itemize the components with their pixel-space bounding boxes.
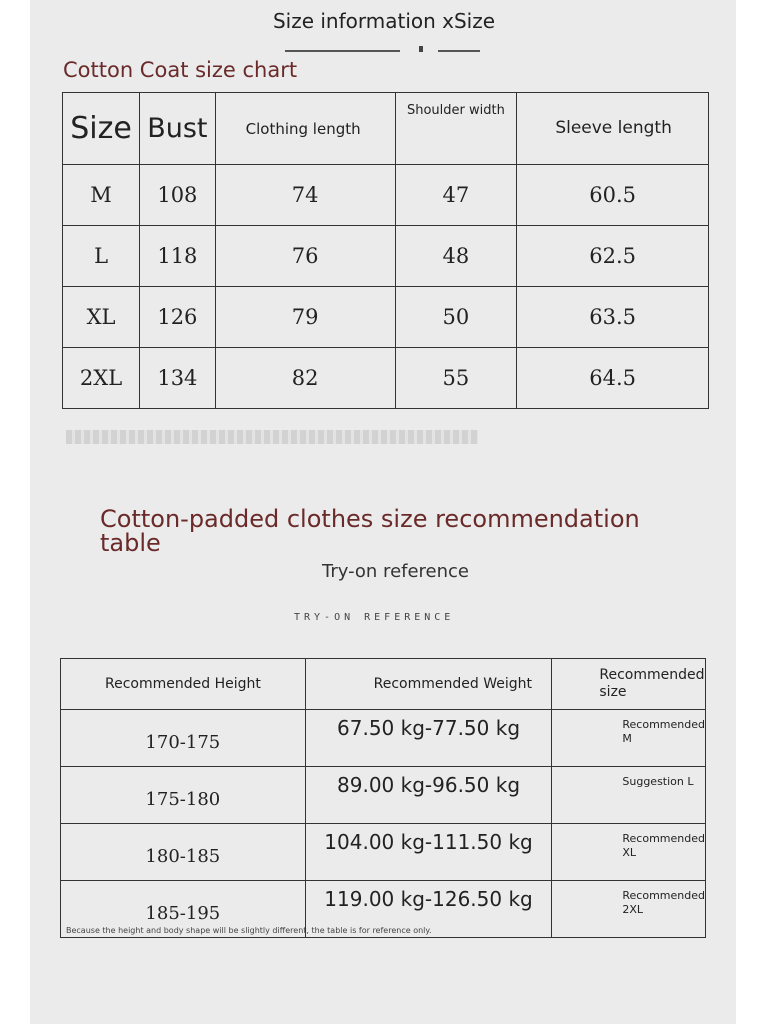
table-cell: 67.50 kg-77.50 kg [305,710,552,767]
table-cell: 126 [140,287,216,348]
recommendation-header-row [61,659,706,710]
table-cell: L [63,226,140,287]
table-row [61,824,706,881]
table-cell: 76 [215,226,395,287]
page-title: Size information xSize [272,9,496,33]
size-chart-table [62,92,709,409]
header-sleeve-length: Sleeve length [517,93,709,165]
table-cell: 74 [215,165,395,226]
size-chart-title: Cotton Coat size chart [63,58,298,82]
title-divider-dot [419,46,423,52]
table-cell: 48 [395,226,517,287]
recommendation-title: Cotton-padded clothes size recommendation table [100,505,640,557]
table-cell: 104.00 kg-111.50 kg [305,824,552,881]
table-cell: 89.00 kg-96.50 kg [305,767,552,824]
title-divider-left [285,50,400,52]
table-row [63,287,709,348]
table-cell: Suggestion L [552,767,706,824]
table-row [63,165,709,226]
table-cell: 55 [395,348,517,409]
header-recommended-weight: Recommended Weight [305,659,552,710]
table-cell: M [63,165,140,226]
table-cell: 118 [140,226,216,287]
title-divider-right [438,50,480,52]
size-chart-header-row [63,93,709,165]
header-size: Size [63,93,140,165]
table-cell: XL [63,287,140,348]
table-row [63,348,709,409]
table-cell: 63.5 [517,287,709,348]
table-cell: 134 [140,348,216,409]
table-cell: 170-175 [61,710,306,767]
header-clothing-length: Clothing length [215,93,395,165]
table-row [61,767,706,824]
table-cell: 62.5 [517,226,709,287]
table-cell: 47 [395,165,517,226]
table-cell: 79 [215,287,395,348]
table-cell: 64.5 [517,348,709,409]
table-row [63,226,709,287]
table-cell: Recommended 2XL [552,881,706,938]
footnote: Because the height and body shape will be slightly different, the table is for reference only. [66,926,432,935]
table-cell: Recommended M [552,710,706,767]
header-bust: Bust [140,93,216,165]
recommendation-table [60,658,706,938]
header-recommended-size: Recommended size [552,659,706,710]
header-recommended-height: Recommended Height [61,659,306,710]
table-cell: 60.5 [517,165,709,226]
table-row [61,710,706,767]
table-cell: 119.00 kg-126.50 kg [305,881,552,938]
tryon-label-en: TRY-ON REFERENCE [294,612,455,623]
table-cell: 82 [215,348,395,409]
table-cell: 108 [140,165,216,226]
blurred-text-strip [66,430,478,444]
table-cell: 185-195 [61,881,306,938]
header-shoulder-width: Shoulder width [395,93,517,165]
table-cell: 2XL [63,348,140,409]
tryon-label: Try-on reference [322,561,470,582]
table-cell: 50 [395,287,517,348]
table-cell: Recommended XL [552,824,706,881]
table-cell: 180-185 [61,824,306,881]
table-cell: 175-180 [61,767,306,824]
